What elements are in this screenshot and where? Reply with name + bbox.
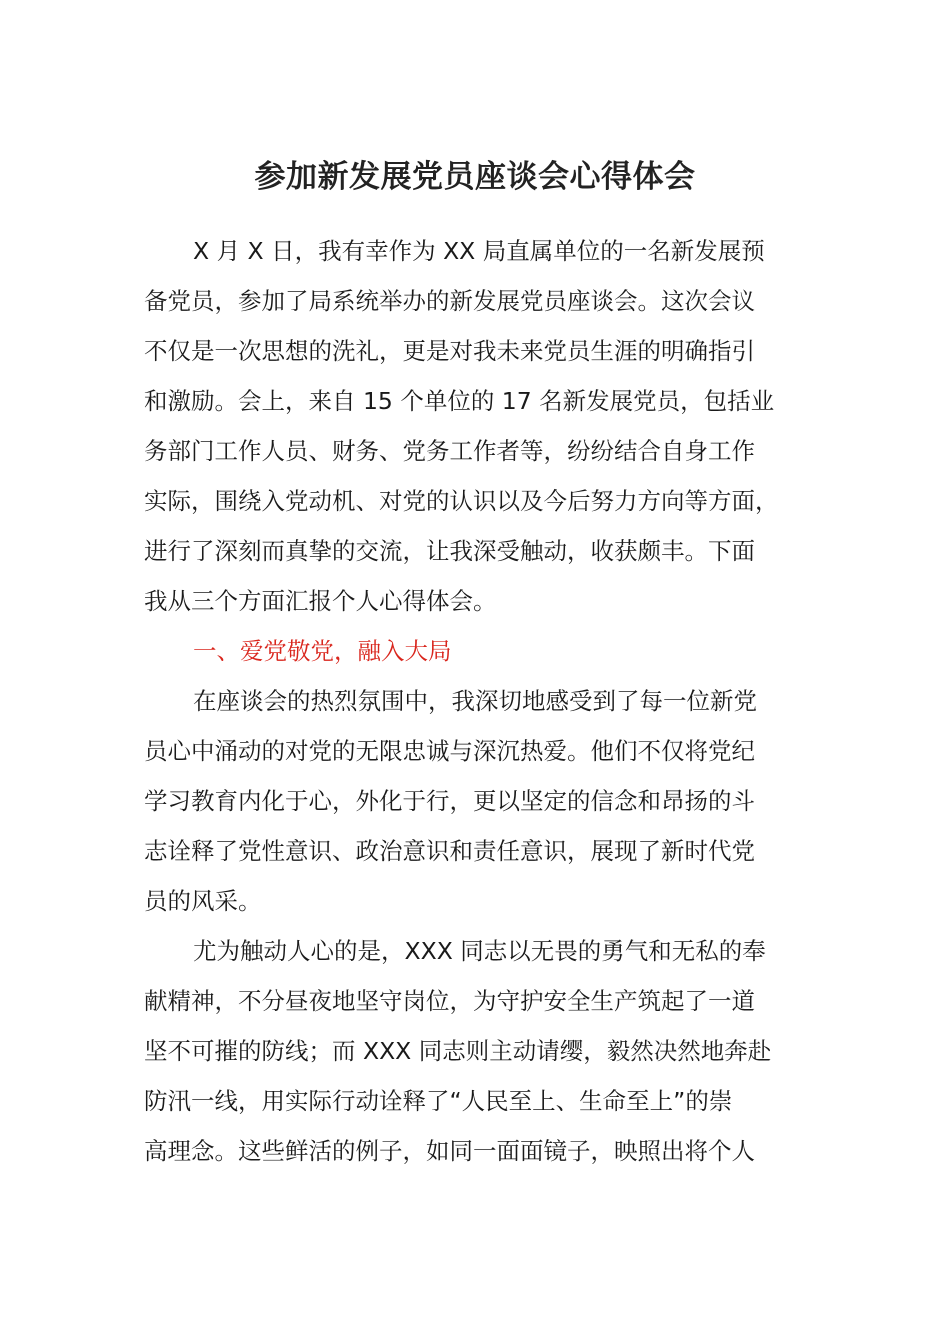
paragraph-line: 务部门工作人员、财务、党务工作者等，纷纷结合自身工作 — [144, 437, 755, 465]
paragraph-line: 员心中涌动的对党的无限忠诚与深沉热爱。他们不仅将党纪 — [144, 737, 755, 765]
paragraph-line: 献精神，不分昼夜地坚守岗位，为守护安全生产筑起了一道 — [144, 987, 755, 1015]
paragraph-line: 我从三个方面汇报个人心得体会。 — [144, 587, 497, 615]
paragraph-line: 不仅是一次思想的洗礼，更是对我未来党员生涯的明确指引 — [144, 337, 755, 365]
paragraph-line: 防汛一线，用实际行动诠释了“人民至上、生命至上”的崇 — [144, 1087, 733, 1115]
paragraph-line: 和激励。会上，来自 15 个单位的 17 名新发展党员，包括业 — [144, 387, 775, 415]
page-title: 参加新发展党员座谈会心得体会 — [254, 159, 696, 195]
paragraph-line: 高理念。这些鲜活的例子，如同一面面镜子，映照出将个人 — [144, 1137, 755, 1165]
document-body — [144, 226, 808, 1176]
paragraph-line: X 月 X 日，我有幸作为 XX 局直属单位的一名新发展预 — [193, 237, 765, 265]
paragraph-line: 进行了深刻而真挚的交流，让我深受触动，收获颇丰。下面 — [144, 537, 755, 565]
paragraph-line: 备党员，参加了局系统举办的新发展党员座谈会。这次会议 — [144, 287, 755, 315]
section-heading: 一、爱党敬党，融入大局 — [193, 637, 452, 665]
paragraph-line: 尤为触动人心的是，XXX 同志以无畏的勇气和无私的奉 — [193, 937, 766, 965]
paragraph-line: 坚不可摧的防线；而 XXX 同志则主动请缨，毅然决然地奔赴 — [144, 1037, 772, 1065]
paragraph-line: 在座谈会的热烈氛围中，我深切地感受到了每一位新党 — [193, 687, 757, 715]
paragraph-line: 学习教育内化于心，外化于行，更以坚定的信念和昂扬的斗 — [144, 787, 755, 815]
paragraph-line: 实际，围绕入党动机、对党的认识以及今后努力方向等方面， — [144, 487, 779, 515]
paragraph-line: 志诠释了党性意识、政治意识和责任意识，展现了新时代党 — [144, 837, 755, 865]
paragraph-line: 员的风采。 — [144, 887, 262, 915]
